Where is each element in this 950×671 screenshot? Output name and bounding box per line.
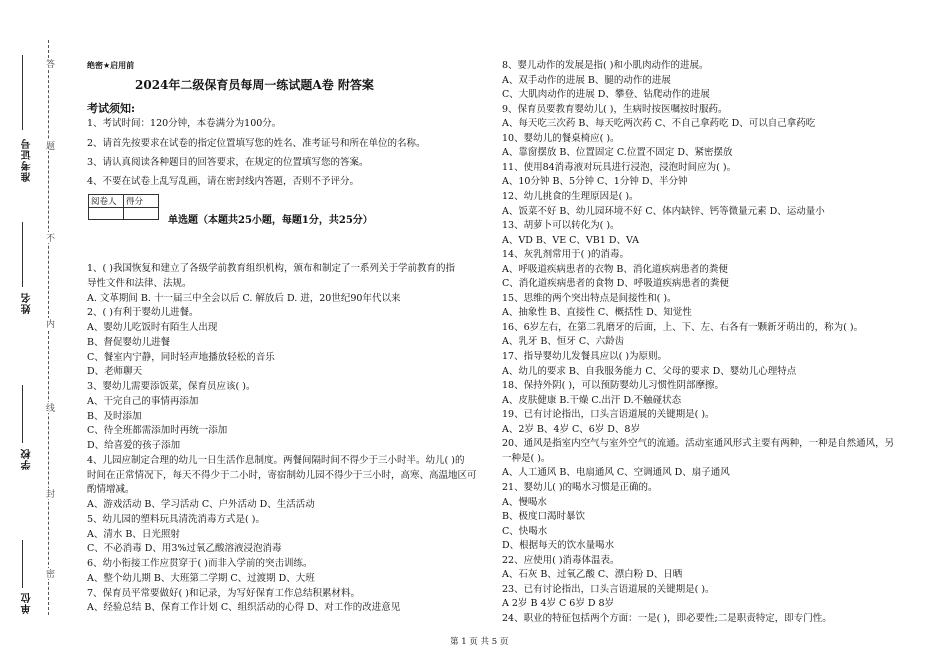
question-line: A、干完自己的事情再添加 bbox=[87, 395, 199, 407]
question-line: A、双手动作的进展 B、腿的动作的进展 bbox=[502, 74, 671, 86]
name-label: 姓名 bbox=[22, 292, 33, 314]
question-line: 18、保持外阴( )，可以预防婴幼儿习惯性阴部摩擦。 bbox=[502, 380, 725, 392]
question-line: 23、已有讨论指出，口头言语道展的关键期是( )。 bbox=[502, 583, 715, 595]
question-line: 5、幼儿园的塑料玩具清洗消毒方式是( )。 bbox=[87, 513, 265, 525]
question-line: D、老师聊天 bbox=[87, 366, 143, 378]
grader-cell[interactable] bbox=[89, 208, 124, 220]
notice-item: 2、请首先按要求在试卷的指定位置填写您的姓名、准考证号和所在单位的名称。 bbox=[87, 138, 426, 149]
question-line: 9、保育员要教育婴幼儿( )，生病时按医嘱按时服药。 bbox=[502, 103, 728, 115]
question-line: 12、幼儿挑食的生理原因是( )。 bbox=[502, 190, 639, 202]
unit-field[interactable] bbox=[22, 540, 23, 588]
question-line: 17、指导婴幼儿发餐具应以( )为原则。 bbox=[502, 351, 668, 362]
school-label: 学校 bbox=[22, 448, 33, 470]
question-line: A、10分钟 B、5分钟 C、1分钟 D、半分钟 bbox=[502, 176, 688, 188]
question-line: A、清水 B、日光照射 bbox=[87, 528, 180, 540]
notice-item: 3、请认真阅读各种题目的回答要求，在规定的位置填写您的答案。 bbox=[87, 157, 369, 168]
section-title: 单选题（本题共25小题，每题1分，共25分） bbox=[168, 215, 373, 226]
name-field[interactable] bbox=[22, 222, 23, 287]
question-line: C、快喝水 bbox=[502, 525, 548, 537]
question-line: 时间在正常情况下，每天不得少于二小时，寄宿制幼儿园不得少于三小时，高寒、高温地区可 bbox=[87, 469, 477, 481]
seal-char: 不 bbox=[44, 233, 54, 242]
question-line: A、呼吸道疾病患者的衣物 B、消化道疾病患者的粪便 bbox=[502, 263, 728, 275]
score-header: 得分 bbox=[124, 195, 159, 208]
question-line: D、给喜爱的孩子添加 bbox=[87, 440, 181, 451]
score-table bbox=[88, 194, 159, 220]
question-line: 7、保育员平常要做好( )和记录，为写好保育工作总结积累材料。 bbox=[87, 587, 360, 599]
question-line: A、2岁 B、4岁 C、6岁 D、8岁 bbox=[502, 423, 640, 435]
question-line: 4、儿园应制定合理的幼儿一日生活作息制度。两餐间隔时间不得少于三小时半。幼儿( )的 bbox=[87, 454, 465, 466]
question-line: A、皮肤健康 B.干燥 C.出汗 D.不触碰状态 bbox=[502, 394, 682, 406]
seal-char: 线 bbox=[44, 403, 54, 412]
question-line: 8、婴儿动作的发展是指( )和小肌肉动作的进展。 bbox=[502, 60, 709, 71]
notice-item: 4、不要在试卷上乱写乱画，请在密封线内答题，否则不予评分。 bbox=[87, 176, 360, 187]
grader-header: 阅卷人 bbox=[89, 195, 124, 208]
question-line: A、婴幼儿吃饭时有陌生人出现 bbox=[87, 322, 218, 333]
question-line: A、整个幼儿期 B、大班第二学期 C、过渡期 D、大班 bbox=[87, 572, 315, 584]
question-line: 6、幼小衔接工作应贯穿于( )而非入学前的突击训练。 bbox=[87, 558, 313, 569]
seal-char: 密 bbox=[44, 569, 54, 578]
question-line: 酌情增减。 bbox=[87, 484, 135, 496]
notice-item: 1、考试时间：120分钟，本卷满分为100分。 bbox=[87, 118, 282, 129]
question-line: A、每天吃三次药 B、每天吃两次药 C、不自己拿药吃 D、可以自己拿药吃 bbox=[502, 118, 816, 130]
question-line: A、游戏活动 B、学习活动 C、户外活动 D、生活活动 bbox=[87, 499, 315, 510]
question-line: 20、通风是指室内空气与室外空气的流通。活动室通风形式主要有两种，一种是自然通风，另 bbox=[502, 438, 895, 450]
question-line: 导性文件和法律、法规。 bbox=[87, 277, 192, 289]
question-line: A、经验总结 B、保育工作计划 C、组织活动的心得 D、对工作的改进意见 bbox=[87, 602, 401, 614]
question-line: C、消化道疾病患者的食物 D、呼吸道疾病患者的粪便 bbox=[502, 278, 729, 290]
question-line: B、极度口渴时暴饮 bbox=[502, 511, 585, 523]
question-line: A、慢喝水 bbox=[502, 496, 547, 508]
notice-heading: 考试须知: bbox=[87, 102, 136, 115]
question-line: 2、( )有利于婴幼儿进餐。 bbox=[87, 307, 199, 319]
question-line: 21、婴幼儿( )的喝水习惯是正确的。 bbox=[502, 481, 658, 493]
page-title: 2024年二级保育员每周一练试题A卷 附答案 bbox=[135, 78, 374, 92]
question-line: C、大肌肉动作的进展 D、攀登、钻爬动作的进展 bbox=[502, 89, 710, 101]
question-line: A、VD B、VE C、VB1 D、VA bbox=[502, 234, 640, 246]
question-line: B、及时添加 bbox=[87, 410, 142, 422]
question-line: 11、使用84消毒液对玩具进行浸泡，浸泡时间应为( )。 bbox=[502, 161, 737, 173]
secret-mark: 绝密★启用前 bbox=[87, 61, 135, 70]
question-line: A、饭菜不好 B、幼儿园环境不好 C、体内缺锌、钙等微量元素 D、运动量小 bbox=[502, 205, 825, 217]
question-line: A、幼儿的要求 B、自我服务能力 C、父母的要求 D、婴幼儿心理特点 bbox=[502, 365, 797, 377]
question-line: A、石灰 B、过氧乙酸 C、漂白粉 D、日晒 bbox=[502, 569, 683, 581]
seal-char: 内 bbox=[44, 319, 54, 328]
question-line: A、抽象性 B、直接性 C、概括性 D、知觉性 bbox=[502, 307, 692, 319]
exam-number-field[interactable] bbox=[22, 55, 23, 130]
question-line: 15、思维的两个突出特点是间接性和( )。 bbox=[502, 292, 677, 304]
seal-char: 答 bbox=[44, 59, 54, 68]
question-line: A 2岁 B 4岁 C 6岁 D 8岁 bbox=[502, 598, 615, 610]
question-line: 13、胡萝卜可以转化为( )。 bbox=[502, 220, 620, 232]
question-line: 19、已有讨论指出，口头言语道展的关键期是( )。 bbox=[502, 409, 715, 421]
question-line: 10、婴幼儿的餐桌椅应( )。 bbox=[502, 132, 620, 144]
question-line: A、人工通风 B、电扇通风 C、空调通风 D、扇子通风 bbox=[502, 467, 730, 479]
question-line: A. 文革期间 B. 十一届三中全会以后 C. 解放后 D. 进，20世纪90年代以来 bbox=[87, 292, 401, 304]
question-line: D、根据每天的饮水量喝水 bbox=[502, 540, 615, 552]
unit-label: 单位 bbox=[22, 592, 33, 614]
question-line: C、待全班都需添加时再统一添加 bbox=[87, 425, 228, 437]
question-line: 22、应使用( )消毒体温表。 bbox=[502, 554, 620, 566]
question-line: 3、婴幼儿需要添饭菜，保育员应该( )。 bbox=[87, 381, 256, 392]
question-line: A、乳牙 B、恒牙 C、六龄齿 bbox=[502, 336, 625, 348]
question-line: 1、( )我国恢复和建立了各级学前教育组织机构，颁布和制定了一系列关于学前教育的指 bbox=[87, 263, 455, 274]
question-line: 16、6岁左右，在第二乳磨牙的后面，上、下、左、右各有一颗新牙萌出的，称为( )。 bbox=[502, 321, 864, 333]
exam-number-label: 准考证号 bbox=[22, 138, 33, 182]
binding-margin bbox=[0, 0, 60, 671]
school-field[interactable] bbox=[22, 385, 23, 443]
seal-char: 题 bbox=[44, 141, 54, 150]
question-line: C、餐室内宁静，同时轻声地播放轻松的音乐 bbox=[87, 351, 275, 363]
question-line: A、靠窗摆放 B、位置固定 C.位置不固定 D、紧密摆放 bbox=[502, 147, 733, 159]
page-footer: 第 1 页 共 5 页 bbox=[450, 637, 509, 647]
question-line: 24、职业的特征包括两个方面：一是( )，即必要性;二是职责特定，即专门性。 bbox=[502, 612, 832, 624]
question-line: 一种是( )。 bbox=[502, 452, 551, 464]
question-line: B、督促婴幼儿进餐 bbox=[87, 336, 170, 348]
question-line: 14、灰乳剂常用于( )的消毒。 bbox=[502, 249, 630, 261]
score-cell[interactable] bbox=[124, 208, 159, 220]
question-line: C、不必消毒 D、用3%过氧乙酸溶液浸泡消毒 bbox=[87, 543, 282, 555]
seal-char: 封 bbox=[44, 489, 54, 498]
